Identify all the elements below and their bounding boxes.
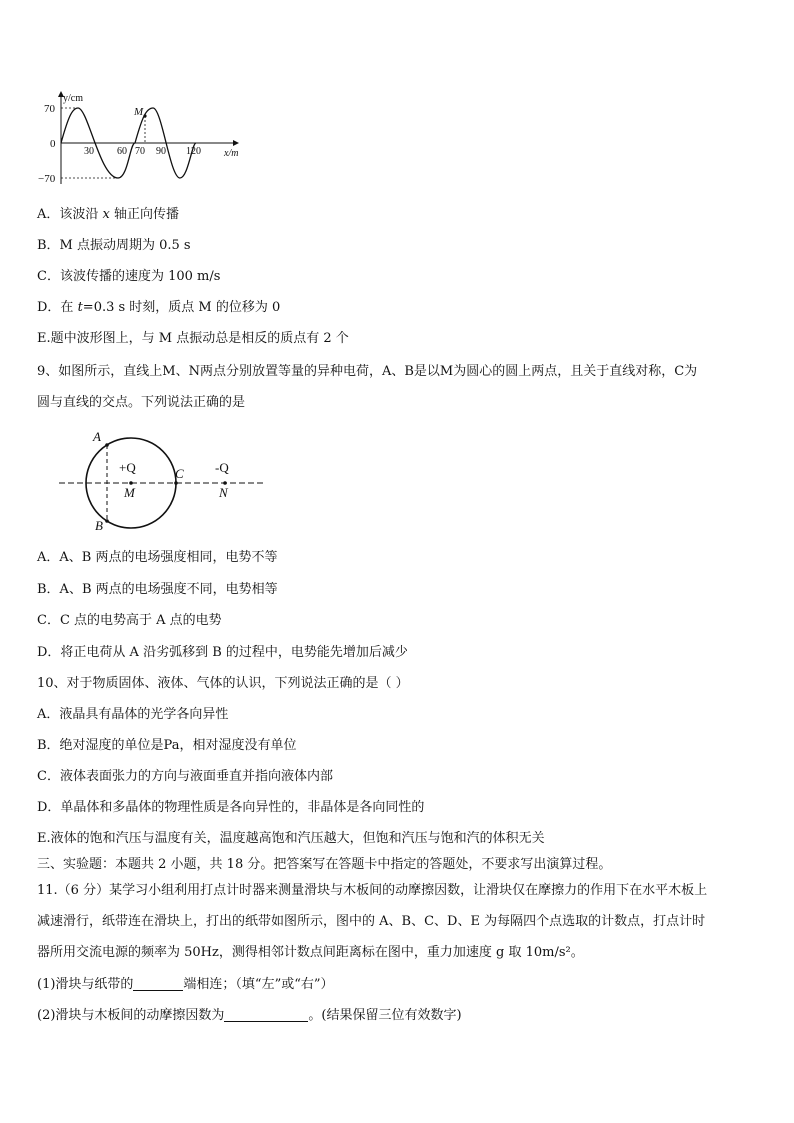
point-m-dot <box>143 114 146 117</box>
q8-option-a: A．该波沿 x 轴正向传播 <box>37 207 180 222</box>
point-a-dot <box>105 443 109 447</box>
q10-option-e: E.液体的饱和汽压与温度有关，温度越高饱和汽压越大，但饱和汽压与饱和汽的体积无关 <box>37 831 545 846</box>
label-c: C <box>175 466 184 481</box>
x-axis-label: x/m <box>224 148 239 159</box>
q10-option-a: A．液晶具有晶体的光学各向异性 <box>37 707 229 722</box>
y-zero-label: 0 <box>50 138 56 150</box>
q9-option-b: B．A、B 两点的电场强度不同，电势相等 <box>37 582 278 597</box>
q11-sub1: (1)滑块与纸带的 端相连；（填“左”或“右”） <box>37 977 334 992</box>
x-tick-label: 30 <box>84 146 94 157</box>
q11-sub2: (2)滑块与木板间的动摩擦因数为 。(结果保留三位有效数字) <box>37 1008 462 1023</box>
q10-option-d: D．单晶体和多晶体的物理性质是各向异性的，非晶体是各向同性的 <box>37 800 425 815</box>
x-tick-label: 120 <box>186 146 201 157</box>
x-tick-label: 70 <box>135 146 145 157</box>
q8-option-d: D．在 t=0.3 s 时刻，质点 M 的位移为 0 <box>37 300 281 315</box>
label-b: B <box>95 518 103 533</box>
section-3-header: 三、实验题：本题共 2 小题，共 18 分。把答案写在答题卡中指定的答题处，不要求写出演算过程。 <box>37 857 612 872</box>
label-n: N <box>219 485 228 500</box>
answer-blank[interactable] <box>133 976 183 991</box>
q11-line2: 减速滑行，纸带连在滑块上，打出的纸带如图所示，图中的 A、B、C、D、E 为每隔四个点选取的计数点，打点计时 <box>37 914 706 929</box>
y-top-label: 70 <box>44 103 55 115</box>
label-m: M <box>124 485 135 500</box>
point-b-dot <box>105 519 109 523</box>
x-tick-label: 60 <box>117 146 127 157</box>
q8-option-b: B．M 点振动周期为 0.5 s <box>37 238 191 253</box>
q8-option-e: E.题中波形图上，与 M 点振动总是相反的质点有 2 个 <box>37 331 349 346</box>
q10-option-b: B．绝对湿度的单位是Pa，相对湿度没有单位 <box>37 738 297 753</box>
q9-option-d: D．将正电荷从 A 沿劣弧移到 B 的过程中，电势能先增加后减少 <box>37 645 408 660</box>
q9-stem-line2: 圆与直线的交点。下列说法正确的是 <box>37 395 246 410</box>
q11-line1: 11.（6 分）某学习小组利用打点计时器来测量滑块与木板间的动摩擦因数，让滑块仅在摩擦力的作用下在水平木板上 <box>37 883 708 898</box>
charge-figure <box>55 426 275 536</box>
q11-line3: 器所用交流电源的频率为 50Hz，测得相邻计数点间距离标在图中，重力加速度 g 取 10m/s²。 <box>37 945 584 960</box>
point-c-dot <box>174 481 178 485</box>
answer-blank[interactable] <box>224 1007 308 1022</box>
label-a: A <box>93 429 101 444</box>
q8-option-c: C．该波传播的速度为 100 m/s <box>37 269 221 284</box>
q10-option-c: C．液体表面张力的方向与液面垂直并指向液体内部 <box>37 769 333 784</box>
q10-stem: 10、对于物质固体、液体、气体的认识，下列说法正确的是（ ） <box>37 676 409 691</box>
q9-stem-line1: 9、如图所示，直线上M、N两点分别放置等量的异种电荷，A、B是以M为圆心的圆上两点，且关于直线对称，C为 <box>37 364 698 379</box>
y-axis-label: y/cm <box>63 93 83 104</box>
label-plus-q: +Q <box>119 460 136 475</box>
wave-graph <box>30 86 250 190</box>
point-m-label: M <box>134 106 144 118</box>
label-minus-q: -Q <box>215 460 229 475</box>
q9-option-c: C．C 点的电势高于 A 点的电势 <box>37 613 222 628</box>
q9-option-a: A．A、B 两点的电场强度相同，电势不等 <box>37 550 278 565</box>
y-bottom-label: −70 <box>38 173 56 185</box>
x-tick-label: 90 <box>156 146 166 157</box>
